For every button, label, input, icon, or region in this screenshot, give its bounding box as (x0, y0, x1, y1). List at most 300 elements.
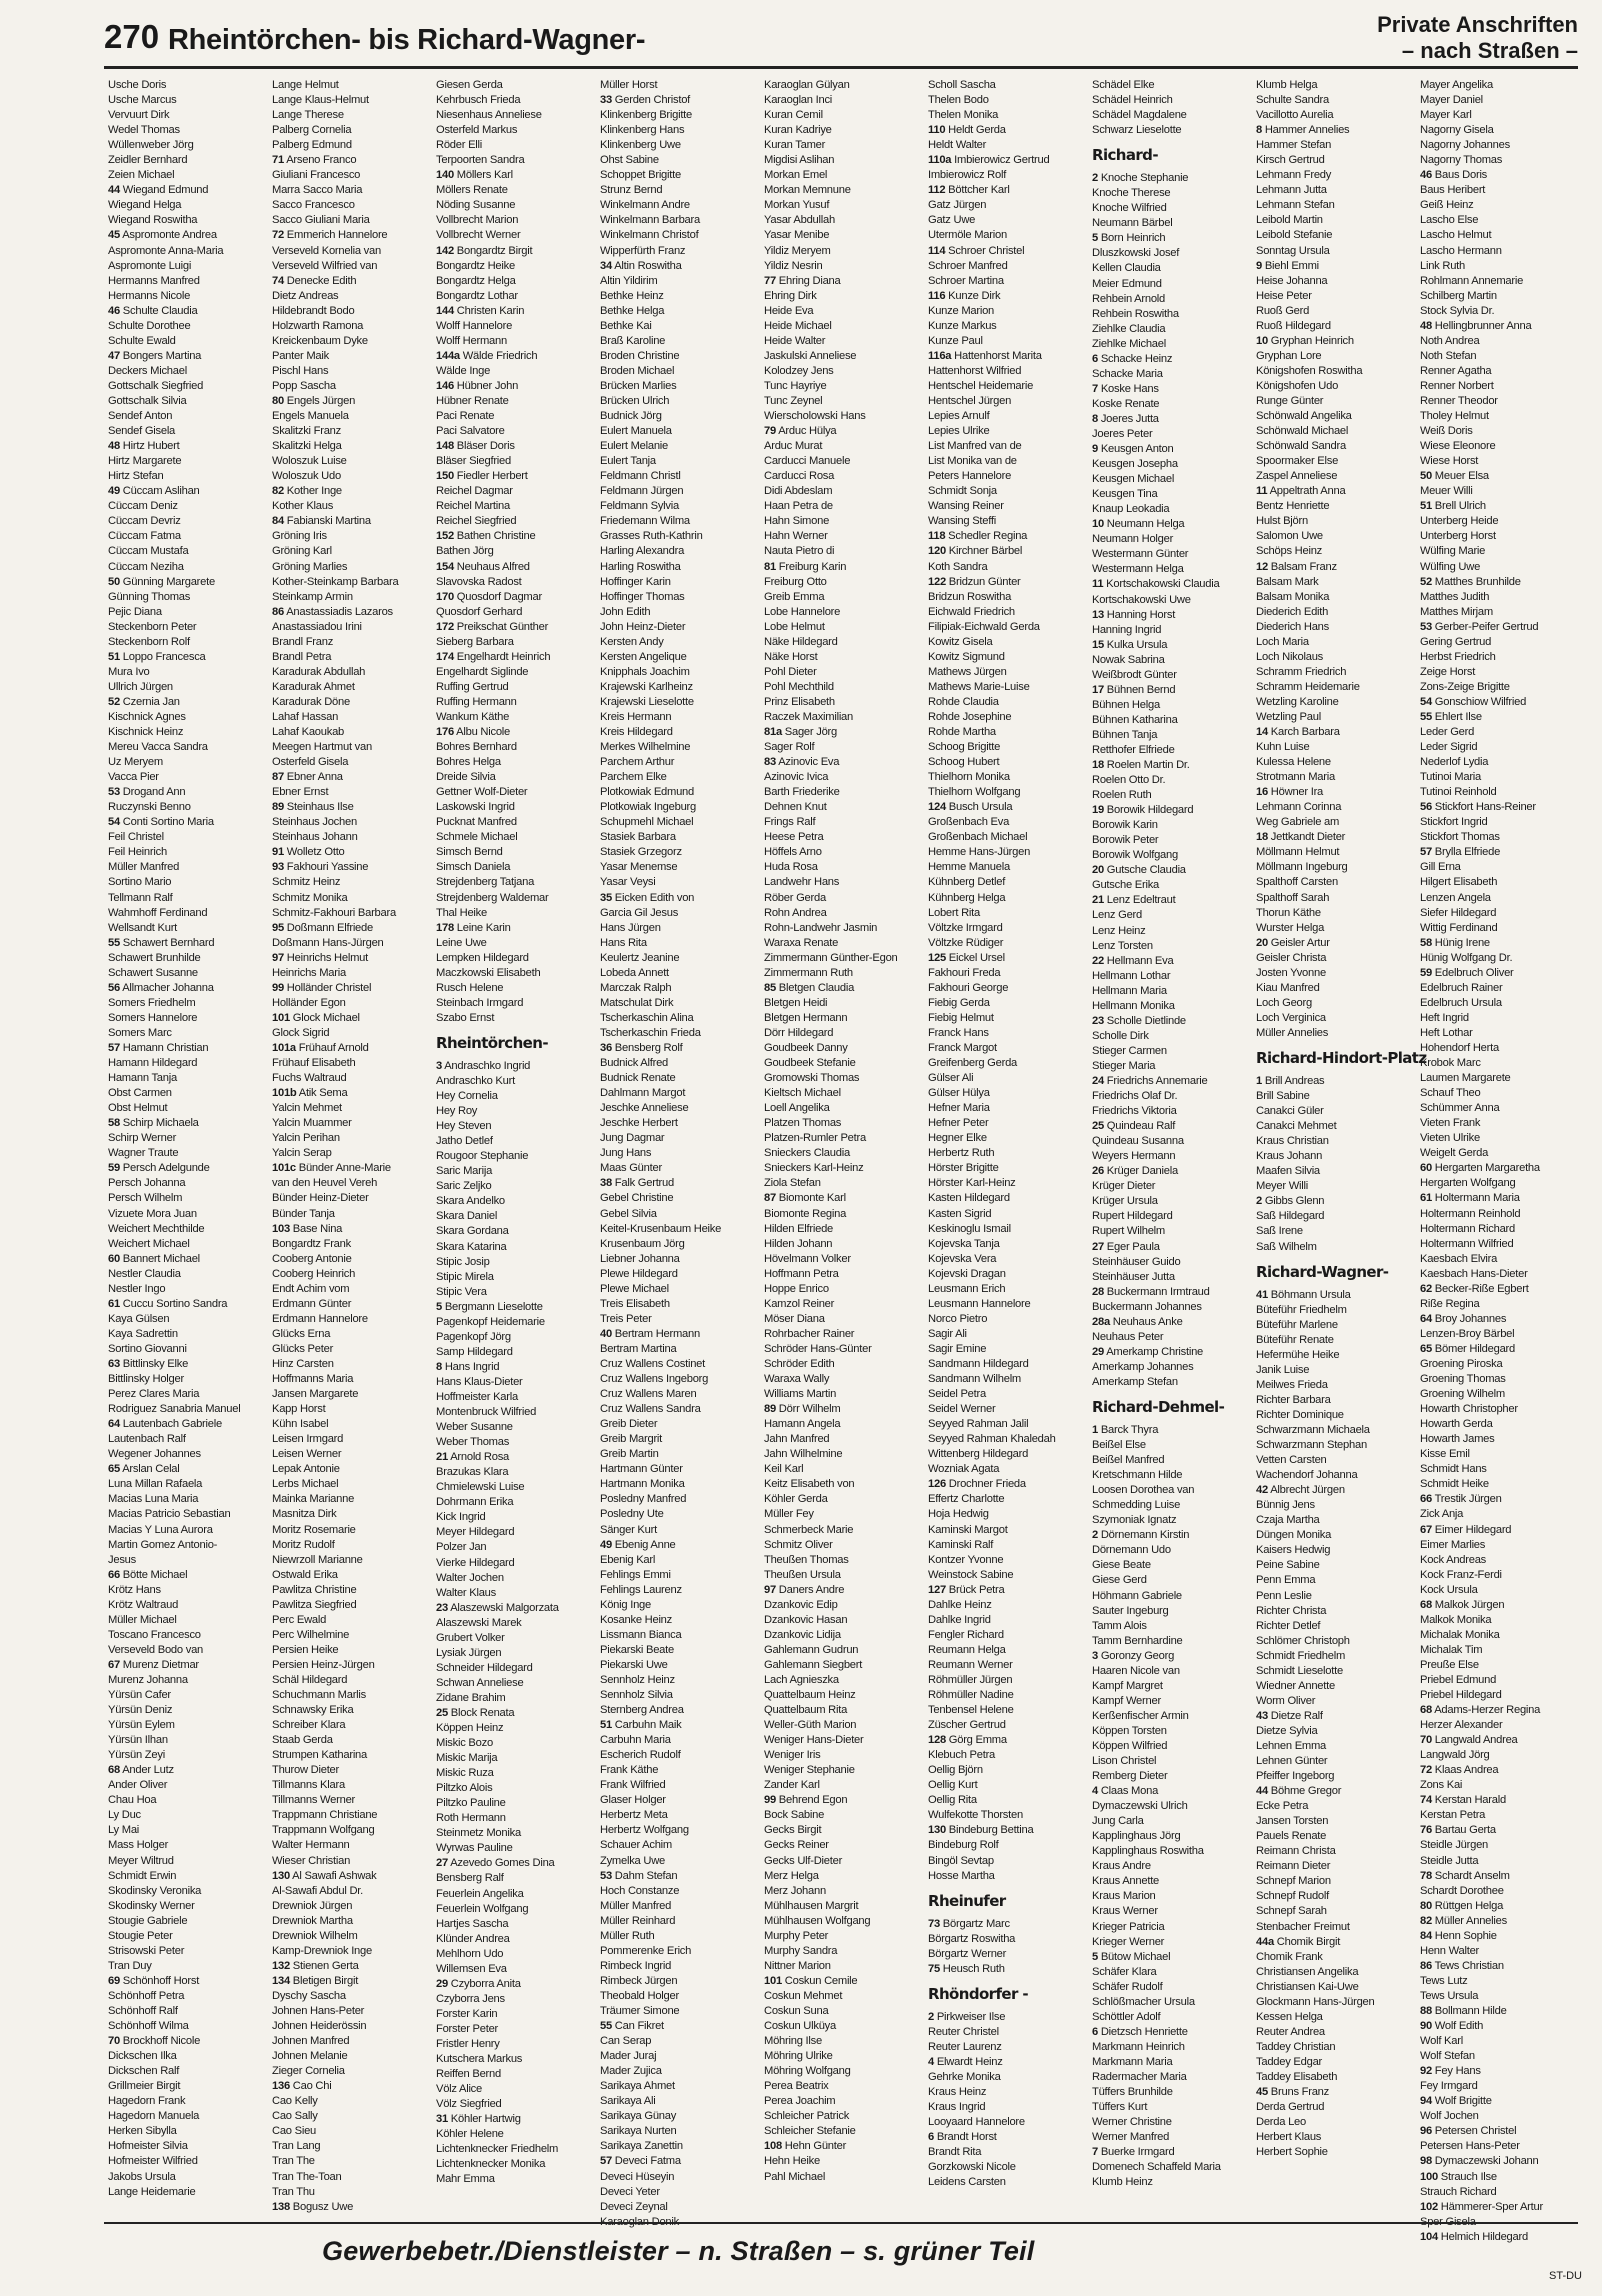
address-entry: Penn Emma (1256, 1574, 1316, 1587)
header-rule (104, 66, 1578, 69)
address-entry: Giese Gerd (1092, 1574, 1147, 1587)
address-entry: Leder Gerd (1420, 726, 1475, 739)
address-entry: 58 Hünig Irene (1420, 936, 1490, 949)
address-entry: Möllmann Ingeburg (1256, 861, 1348, 874)
address-entry: Kraus Annette (1092, 1875, 1160, 1888)
address-entry: Hammer Stefan (1256, 139, 1332, 152)
address-entry: Persien Heike (272, 1643, 339, 1656)
address-entry: 52 Matthes Brunhilde (1420, 575, 1521, 588)
address-entry: Leisen Irmgard (272, 1433, 344, 1446)
address-entry: Röber Gerda (764, 891, 826, 904)
address-entry: Murphy Peter (764, 1929, 829, 1942)
address-entry: Hamann Angela (764, 1418, 841, 1431)
address-entry: Rehbein Roswitha (1092, 307, 1179, 320)
address-entry: 94 Wolf Brigitte (1420, 2095, 1492, 2108)
address-entry: Kulessa Helene (1256, 756, 1331, 769)
address-entry: Friedrichs Olaf Dr. (1092, 1090, 1178, 1103)
address-entry: 59 Edelbruch Oliver (1420, 966, 1514, 979)
address-entry: Stock Sylvia Dr. (1420, 304, 1495, 317)
address-entry: Sarikaya Zanettin (600, 2140, 683, 2153)
address-entry: Feil Christel (108, 831, 164, 844)
address-entry: Lobe Helmut (764, 620, 825, 633)
address-entry: 67 Murenz Dietmar (108, 1658, 199, 1671)
address-entry: Pohl Dieter (764, 665, 817, 678)
address-entry: Ehring Dirk (764, 289, 817, 302)
address-entry: Steinmetz Monika (436, 1827, 521, 1840)
address-entry: Träumer Simone (600, 2005, 680, 2017)
address-entry: Jeschke Anneliese (600, 1102, 689, 1115)
address-entry: Seidel Werner (928, 1403, 996, 1416)
address-entry: Macias Patricio Sebastian (108, 1508, 231, 1521)
address-entry: Janik Luise (1256, 1363, 1310, 1376)
address-entry: Thorun Käthe (1256, 906, 1321, 919)
address-entry: Kiau Manfred (1256, 981, 1320, 994)
address-entry: Gryphan Lore (1256, 349, 1322, 362)
address-entry: Kother Klaus (272, 500, 334, 513)
address-entry: Snieckers Karl-Heinz (764, 1162, 864, 1175)
address-entry: Cooberg Heinrich (272, 1267, 356, 1280)
address-entry: Pfeiffer Ingeborg (1256, 1770, 1335, 1783)
address-entry: Feuerlein Wolfgang (436, 1902, 529, 1915)
address-entry: Kock Ursula (1420, 1583, 1478, 1596)
address-entry: Gatz Uwe (928, 214, 976, 227)
address-entry: Schmele Michael (436, 831, 518, 844)
address-entry: Schmidt Heike (1420, 1478, 1489, 1491)
address-entry: Rodriguez Sanabria Manuel (108, 1403, 241, 1416)
address-entry: Grillmeier Birgit (108, 2080, 181, 2093)
address-entry: Klünder Andrea (436, 1932, 510, 1945)
address-entry: 86 Anastassiadis Lazaros (272, 605, 393, 618)
address-entry: Michalak Monika (1420, 1628, 1500, 1641)
address-entry: Piltzko Pauline (436, 1797, 506, 1810)
address-entry: Rehbein Arnold (1092, 292, 1166, 305)
address-entry: Strumpen Katharina (272, 1749, 368, 1762)
address-entry: Koske Renate (1092, 397, 1160, 410)
address-entry: Jakobs Ursula (108, 2170, 176, 2183)
address-entry: 7 Buerke Irmgard (1092, 2146, 1175, 2159)
address-entry: 142 Bongardtz Birgit (436, 244, 533, 257)
address-entry: Gutsche Erika (1092, 879, 1160, 892)
address-entry: Gülser Hülya (928, 1087, 990, 1100)
address-entry: Barth Friederike (764, 786, 840, 799)
address-entry: Steidle Jutta (1420, 1854, 1479, 1867)
address-entry: Schwarzmann Stephan (1256, 1439, 1367, 1452)
address-entry: Bongardtz Heike (436, 259, 515, 272)
address-entry: Krüger Ursula (1092, 1195, 1158, 1208)
address-entry: Eichwald Friedrich (928, 605, 1015, 618)
address-entry: Kowitz Sigmund (928, 650, 1005, 663)
address-entry: Giese Beate (1092, 1559, 1151, 1572)
address-entry: Hoffmann Petra (764, 1267, 839, 1280)
address-entry: Feldmann Christl (600, 470, 681, 483)
address-entry: Snieckers Claudia (764, 1147, 850, 1160)
address-entry: Nowak Sabrina (1092, 653, 1165, 666)
address-entry: 53 Gerber-Peifer Gertrud (1420, 620, 1539, 633)
address-entry: Vacca Pier (108, 771, 159, 784)
address-entry: Diederich Edith (1256, 605, 1329, 618)
address-entry: Goudbeek Danny (764, 1042, 848, 1054)
address-entry: Rougoor Stephanie (436, 1150, 529, 1163)
address-entry: 118 Schedler Regina (928, 530, 1028, 543)
address-entry: Brandl Franz (272, 635, 334, 648)
address-entry: Miskic Ruza (436, 1767, 494, 1780)
address-entry: 10 Gryphan Heinrich (1256, 334, 1354, 347)
address-entry: Glücks Peter (272, 1342, 334, 1355)
address-entry: Marczak Ralph (600, 981, 672, 994)
address-entry: Huda Rosa (764, 861, 818, 874)
address-entry: 44 Wiegand Edmund (108, 184, 209, 197)
address-entry: Leidens Carsten (928, 2176, 1006, 2189)
address-entry: Grubert Volker (436, 1631, 505, 1644)
address-entry: Kasten Sigrid (928, 1207, 992, 1220)
address-entry: Lenz Gerd (1092, 909, 1142, 922)
address-entry: Radermacher Maria (1092, 2071, 1187, 2083)
address-entry: Schroer Martina (928, 274, 1004, 287)
address-entry: Cüccam Devriz (108, 515, 181, 528)
address-entry: Cruz Wallens Maren (600, 1388, 697, 1401)
address-entry: Yalcin Mehmet (272, 1102, 342, 1115)
address-entry: Bongardtz Frank (272, 1237, 351, 1250)
address-entry: 144 Christen Karin (436, 304, 525, 317)
address-entry: Tran Thu (272, 2185, 315, 2198)
address-entry: Miskic Bozo (436, 1737, 493, 1750)
address-entry: Kosanke Heinz (600, 1613, 672, 1626)
address-entry: 146 Hübner John (436, 379, 519, 392)
address-entry: Christiansen Kai-Uwe (1256, 1980, 1359, 1993)
address-entry: Nederlof Lydia (1420, 756, 1489, 769)
address-entry: Bletgen Hermann (764, 1011, 848, 1024)
address-entry: Heide Eva (764, 304, 814, 317)
address-entry: Morkan Memnune (764, 184, 851, 197)
address-entry: Lichtenknecker Friedhelm (436, 2143, 559, 2156)
address-entry: Mayer Daniel (1420, 94, 1483, 107)
address-entry: Hövelmann Volker (764, 1252, 851, 1265)
address-entry: Köppen Wilfried (1092, 1739, 1168, 1752)
address-entry: Pagenkopf Jörg (436, 1330, 511, 1343)
address-entry: Christiansen Angelika (1256, 1965, 1359, 1978)
address-entry: Azinovic Ivica (764, 771, 829, 784)
address-entry: Richter Christa (1256, 1604, 1327, 1617)
address-entry: Petersen Hans-Peter (1420, 2140, 1520, 2153)
address-entry: Hefermühe Heike (1256, 1348, 1340, 1361)
address-entry: Nagorny Johannes (1420, 139, 1510, 152)
address-entry: Schönwald Sandra (1256, 440, 1346, 453)
address-entry: Deveci Hüseyin (600, 2170, 675, 2183)
address-entry: Schacke Maria (1092, 367, 1163, 380)
address-entry: Klinkenberg Uwe (600, 139, 681, 152)
address-entry: Steidle Jürgen (1420, 1839, 1489, 1852)
address-entry: Broden Michael (600, 364, 675, 377)
address-entry: Piekarski Beate (600, 1643, 674, 1656)
address-entry: Krusenbaum Jörg (600, 1237, 685, 1250)
address-entry: Holtermann Wilfried (1420, 1237, 1514, 1250)
address-entry: Tillmanns Klara (272, 1779, 345, 1792)
address-entry: 1 Brill Andreas (1256, 1075, 1325, 1087)
address-entry: 42 Albrecht Jürgen (1256, 1484, 1345, 1497)
address-entry: Röder Elli (436, 139, 482, 152)
address-entry: Balsam Mark (1256, 575, 1319, 588)
address-entry: Morkan Yusuf (764, 199, 830, 212)
address-entry: 68 Ander Lutz (108, 1764, 174, 1777)
address-entry: Niewrzoll Marianne (272, 1553, 363, 1566)
address-entry: Edelbruch Rainer (1420, 981, 1503, 994)
address-entry: Bongardtz Helga (436, 274, 516, 287)
address-entry: 7 Koske Hans (1092, 382, 1159, 395)
address-entry: Niesenhaus Anneliese (436, 109, 542, 122)
address-entry: Williams Martin (764, 1388, 837, 1401)
address-entry: 13 Hanning Horst (1092, 608, 1176, 621)
address-entry: Tutinoi Maria (1420, 771, 1481, 784)
address-entry: 1 Barck Thyra (1092, 1423, 1159, 1436)
address-entry: 22 Hellmann Eva (1092, 954, 1174, 967)
address-entry: Wolff Hannelore (436, 319, 513, 332)
address-entry: Wiedner Annette (1256, 1679, 1335, 1692)
address-entry: Bittlinsky Holger (108, 1373, 184, 1386)
address-entry: 136 Cao Chi (272, 2080, 332, 2093)
address-entry: 48 Hellingbrunner Anna (1420, 319, 1532, 332)
address-column-7 (1088, 78, 1252, 2218)
address-entry: 69 Schönhoff Horst (108, 1974, 200, 1987)
address-entry: Holländer Egon (272, 996, 346, 1009)
address-entry: Kunze Marion (928, 304, 995, 317)
address-entry: 66 Bötte Michael (108, 1568, 188, 1581)
address-entry: Sagir Ali (928, 1327, 967, 1340)
address-entry: Schönwald Angelika (1256, 410, 1352, 423)
address-entry: Hehn Heike (764, 2155, 820, 2168)
address-entry: Schöttler Adolf (1092, 2010, 1161, 2023)
address-entry: 101 Glock Michael (272, 1011, 360, 1024)
address-entry: Vetten Carsten (1256, 1454, 1327, 1467)
address-entry: Wüllenweber Jörg (108, 139, 194, 152)
address-entry: Zymelka Uwe (600, 1854, 666, 1867)
address-entry: 116a Hattenhorst Marita (928, 349, 1042, 362)
address-entry: 98 Dymaczewski Johann (1420, 2155, 1539, 2168)
address-entry: Palberg Edmund (272, 139, 352, 152)
address-entry: Glock Sigrid (272, 1026, 330, 1039)
address-entry: Prinz Elisabeth (764, 695, 835, 708)
address-entry: Yasar Menemse (600, 861, 678, 874)
address-entry: Näke Horst (764, 650, 818, 663)
address-entry: Escherich Rudolf (600, 1749, 681, 1762)
address-entry: 134 Bletigen Birgit (272, 1974, 359, 1987)
address-entry: Carbuhn Maria (600, 1734, 671, 1747)
address-entry: 17 Bühnen Bernd (1092, 683, 1176, 696)
address-entry: Jaskulski Anneliese (764, 349, 857, 362)
address-entry: Laumen Margarete (1420, 1072, 1511, 1085)
address-entry: Wetzling Paul (1256, 710, 1321, 723)
address-entry: Feldmann Sylvia (600, 500, 679, 513)
address-entry: Schmerbeck Marie (764, 1523, 854, 1536)
address-entry: Raczek Maximilian (764, 710, 854, 723)
address-entry: Noth Stefan (1420, 349, 1477, 362)
footer-code: ST-DU (1549, 2270, 1582, 2282)
address-entry: Holtermann Richard (1420, 1222, 1515, 1235)
address-entry: Malkok Monika (1420, 1613, 1492, 1626)
address-entry: Plotkowiak Ingeburg (600, 801, 696, 814)
address-entry: Wegener Johannes (108, 1448, 201, 1461)
address-entry: Rohn-Landwehr Jasmin (764, 921, 878, 934)
address-entry: Kuhn Luise (1256, 741, 1310, 754)
address-entry: 40 Bertram Hermann (600, 1327, 700, 1340)
address-entry: Gromowski Thomas (764, 1072, 860, 1085)
address-entry: Eulert Tanja (600, 455, 656, 468)
address-entry: 178 Leine Karin (436, 921, 511, 934)
address-entry: 6 Schacke Heinz (1092, 352, 1173, 365)
address-entry: 101b Atik Sema (272, 1087, 348, 1100)
address-entry: Matthes Mirjam (1420, 605, 1493, 618)
address-entry: Bethke Helga (600, 304, 665, 317)
address-entry: Merz Helga (764, 1869, 819, 1882)
address-entry: Loch Maria (1256, 635, 1309, 648)
address-entry: 101a Frühauf Arnold (272, 1042, 369, 1054)
address-entry: Krüger Dieter (1092, 1180, 1156, 1193)
address-entry: Ostwald Erika (272, 1568, 338, 1581)
address-entry: Wiegand Roswitha (108, 214, 198, 227)
address-entry: Schnepf Rudolf (1256, 1890, 1329, 1903)
address-entry: Piltzko Alois (436, 1782, 493, 1795)
address-entry: Rohlmann Annemarie (1420, 274, 1524, 287)
address-entry: Harling Alexandra (600, 545, 685, 558)
address-entry: Herzer Alexander (1420, 1719, 1503, 1732)
address-entry: Strauch Richard (1420, 2185, 1497, 2198)
address-entry: Hoffinger Karin (600, 575, 671, 588)
address-entry: Stipic Vera (436, 1285, 487, 1298)
address-entry: Masnitza Dirk (272, 1508, 337, 1521)
address-entry: Parchem Elke (600, 771, 667, 784)
address-entry: Reimann Christa (1256, 1845, 1336, 1858)
address-entry: Keulertz Jeanine (600, 951, 680, 964)
address-entry: Merz Johann (764, 1884, 826, 1897)
address-entry: Zidane Brahim (436, 1691, 506, 1704)
address-entry: Dymaczewski Ulrich (1092, 1800, 1188, 1813)
address-entry: Mader Juraj (600, 2050, 657, 2063)
address-entry: Lange Helmut (272, 79, 339, 91)
address-entry: Herbst Friedrich (1420, 650, 1496, 663)
address-entry: Schnawsky Erika (272, 1704, 354, 1717)
address-entry: Meier Edmund (1092, 277, 1162, 290)
address-entry: 154 Neuhaus Alfred (436, 560, 530, 573)
address-entry: Kaya Sadrettin (108, 1327, 178, 1340)
address-entry: 5 Bergmann Lieselotte (436, 1300, 543, 1313)
address-entry: Höhmann Gabriele (1092, 1589, 1182, 1602)
address-entry: 68 Adams-Herzer Regina (1420, 1704, 1541, 1717)
address-entry: 110 Heldt Gerda (928, 124, 1006, 137)
address-entry: Schmidt Sonja (928, 485, 997, 498)
address-entry: Obst Carmen (108, 1087, 172, 1100)
address-entry: Ziola Stefan (764, 1177, 821, 1190)
address-entry: Yildiz Meryem (764, 244, 831, 257)
address-entry: 11 Kortschakowski Claudia (1092, 578, 1220, 591)
address-entry: Broden Christine (600, 349, 680, 362)
address-entry: 49 Ebenig Anne (600, 1538, 676, 1551)
address-entry: Sacco Francesco (272, 199, 355, 212)
address-entry: Lenzen-Broy Bärbel (1420, 1327, 1515, 1340)
address-entry: Gecks Reiner (764, 1839, 829, 1852)
address-entry: Greifenberg Gerda (928, 1057, 1018, 1070)
address-entry: 144a Wälde Friedrich (436, 349, 538, 362)
address-entry: Rohrbacher Rainer (764, 1327, 855, 1340)
address-entry: Saß Wilhelm (1256, 1240, 1317, 1253)
address-entry: 45 Bruns Franz (1256, 2086, 1329, 2099)
address-entry: Franck Hans (928, 1026, 989, 1039)
address-entry: Schramm Heidemarie (1256, 680, 1360, 693)
address-entry: Wittig Ferdinand (1420, 921, 1498, 934)
address-entry: 2 Dörnemann Kirstin (1092, 1529, 1190, 1542)
address-entry: 176 Albu Nicole (436, 726, 510, 739)
address-entry: Vieten Ulrike (1420, 1132, 1480, 1145)
address-entry: Yürsün Ilhan (108, 1734, 168, 1747)
address-entry: 10 Neumann Helga (1092, 518, 1185, 531)
address-entry: Willemsen Eva (436, 1962, 507, 1975)
address-entry: Gottschalk Siegfried (108, 379, 204, 392)
address-entry: Gecks Ulf-Dieter (764, 1854, 843, 1867)
address-entry: Klinkenberg Hans (600, 124, 685, 137)
address-entry: 89 Dörr Wilhelm (764, 1403, 841, 1416)
address-entry: Hagedorn Frank (108, 2095, 186, 2108)
address-entry: Holzwarth Ramona (272, 319, 364, 332)
address-entry: Zons-Zeige Brigitte (1420, 680, 1510, 693)
address-entry: 27 Eger Paula (1092, 1240, 1160, 1253)
address-entry: Wulfekotte Thorsten (928, 1809, 1023, 1822)
address-entry: Möhring Ilse (764, 2035, 822, 2048)
address-column-3 (432, 78, 596, 2218)
address-entry: Johnen Heiderössin (272, 2020, 367, 2033)
address-column-6 (924, 78, 1088, 2218)
address-entry: Bühnen Katharina (1092, 713, 1178, 726)
address-entry: Cao Kelly (272, 2095, 318, 2108)
address-entry: 47 Bongers Martina (108, 349, 202, 362)
address-entry: Tran The-Toan (272, 2170, 342, 2183)
address-entry: Kapplinghaus Jörg (1092, 1830, 1181, 1843)
address-entry: Marra Sacco Maria (272, 184, 363, 197)
address-entry: Kamp-Drewniok Inge (272, 1944, 372, 1957)
address-entry: Sänger Kurt (600, 1523, 657, 1536)
address-entry: Kehrbusch Frieda (436, 94, 521, 107)
address-entry: 43 Dietze Ralf (1256, 1709, 1323, 1722)
address-entry: 97 Daners Andre (764, 1583, 845, 1596)
address-entry: Renner Theodor (1420, 394, 1498, 407)
address-entry: Ziehlke Claudia (1092, 322, 1166, 335)
address-entry: Hans Rita (600, 936, 647, 949)
address-entry: Mura Ivo (108, 665, 150, 678)
address-entry: Tran Lang (272, 2140, 321, 2153)
address-entry: Lascho Else (1420, 214, 1479, 227)
address-entry: Kojevski Dragan (928, 1267, 1006, 1280)
address-entry: Völz Siegfried (436, 2098, 502, 2111)
address-entry: Röhmüller Jürgen (928, 1673, 1013, 1686)
address-entry: Schümmer Anna (1420, 1102, 1500, 1115)
address-entry: Derda Leo (1256, 2116, 1306, 2129)
address-entry: Braß Karoline (600, 334, 666, 347)
address-entry: Persch Wilhelm (108, 1192, 183, 1205)
address-entry: Müller Fey (764, 1508, 814, 1521)
address-entry: Luna Millan Rafaela (108, 1478, 203, 1491)
address-entry: Hilden Elfriede (764, 1222, 834, 1235)
address-entry: 41 Böhmann Ursula (1256, 1288, 1351, 1301)
address-entry: 9 Keusgen Anton (1092, 443, 1174, 456)
address-entry: 16 Höwner Ira (1256, 786, 1324, 799)
address-entry: Erdmann Günter (272, 1297, 352, 1310)
address-entry: 77 Ehring Diana (764, 274, 841, 287)
address-entry: 73 Börgartz Marc (928, 1917, 1010, 1930)
address-entry: Somers Marc (108, 1026, 172, 1039)
address-entry: Sortino Mario (108, 876, 172, 889)
address-entry: Hefner Maria (928, 1102, 990, 1115)
address-entry: Pawlitza Christine (272, 1583, 357, 1596)
address-entry: Plewe Hildegard (600, 1267, 678, 1280)
address-entry: Hörster Brigitte (928, 1162, 999, 1175)
address-entry: Jeschke Herbert (600, 1117, 678, 1130)
